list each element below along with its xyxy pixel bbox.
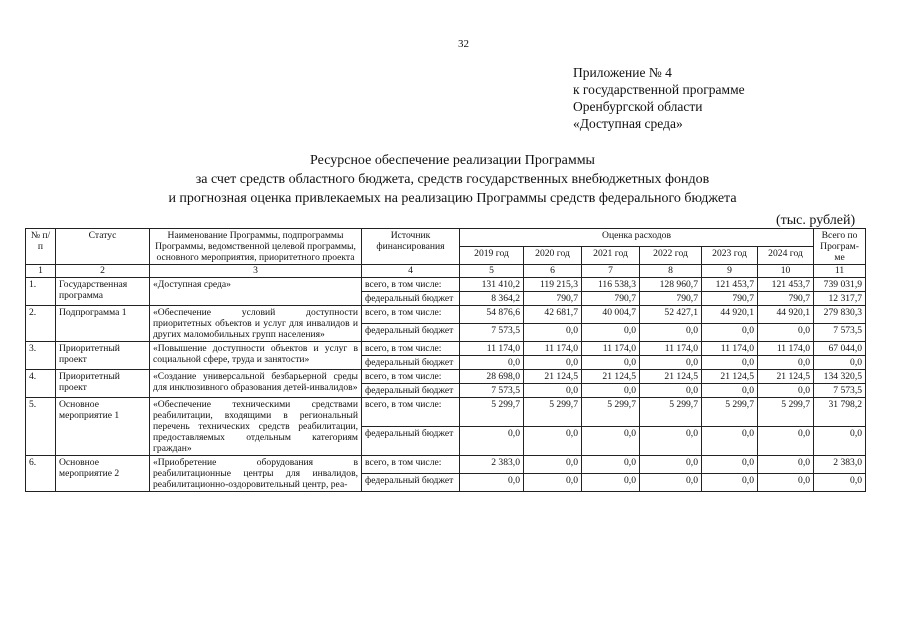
total-value: 0,0 [814,356,866,370]
year-value: 0,0 [702,427,758,456]
year-value: 0,0 [640,427,702,456]
year-value: 0,0 [640,456,702,474]
year-value: 0,0 [702,384,758,398]
table-row [26,456,866,474]
funding-source: всего, в том числе: [362,306,460,324]
document-title [0,151,905,208]
row-number: 3. [26,342,56,370]
header-total: Всего по Програм-ме [814,229,866,265]
total-value: 0,0 [814,474,866,492]
year-value: 0,0 [640,324,702,342]
year-value: 119 215,3 [524,278,582,292]
year-value: 0,0 [758,474,814,492]
year-value: 11 174,0 [524,342,582,356]
total-value: 12 317,7 [814,292,866,306]
header-status: Статус [56,229,150,265]
year-value: 0,0 [640,356,702,370]
year-value: 21 124,5 [758,370,814,384]
year-value: 790,7 [702,292,758,306]
column-number: 10 [758,265,814,278]
year-value: 0,0 [702,356,758,370]
year-value: 44 920,1 [702,306,758,324]
row-number: 5. [26,398,56,456]
row-name: «Обеспечение техническими средствами реабилитации, входящими в региональный перечень технических средств реабилитации, предоставляемых отдельным категориям граждан» [150,398,362,456]
column-number: 11 [814,265,866,278]
year-value: 5 299,7 [524,398,582,427]
appendix-line: Приложение № 4 [573,65,672,80]
year-value: 5 299,7 [702,398,758,427]
funding-source: всего, в том числе: [362,456,460,474]
row-number: 4. [26,370,56,398]
year-value: 11 174,0 [582,342,640,356]
year-value: 28 698,0 [460,370,524,384]
row-number: 1. [26,278,56,306]
funding-source: федеральный бюджет [362,427,460,456]
column-number: 2 [56,265,150,278]
row-status: Приоритетный проект [56,370,150,398]
column-number-row [26,265,866,278]
table-row [26,342,866,356]
year-value: 0,0 [582,456,640,474]
year-value: 790,7 [640,292,702,306]
year-value: 0,0 [524,456,582,474]
total-value: 7 573,5 [814,384,866,398]
page-number: 32 [458,38,469,50]
total-value: 67 044,0 [814,342,866,356]
header-num: № п/п [26,229,56,265]
year-value: 5 299,7 [640,398,702,427]
header-year: 2020 год [524,247,582,265]
funding-source: федеральный бюджет [362,474,460,492]
year-value: 0,0 [582,474,640,492]
title-line: и прогнозная оценка привлекаемых на реализацию Программы средств федерального бюджета [168,191,737,206]
year-value: 128 960,7 [640,278,702,292]
header-year: 2024 год [758,247,814,265]
year-value: 52 427,1 [640,306,702,324]
row-status: Основное мероприятие 2 [56,456,150,492]
header-year: 2019 год [460,247,524,265]
year-value: 5 299,7 [758,398,814,427]
column-number: 4 [362,265,460,278]
column-number: 7 [582,265,640,278]
year-value: 0,0 [640,384,702,398]
appendix-line: к государственной программе [573,82,745,97]
row-status: Основное мероприятие 1 [56,398,150,456]
total-value: 279 830,3 [814,306,866,324]
total-value: 134 320,5 [814,370,866,384]
year-value: 7 573,5 [460,384,524,398]
year-value: 21 124,5 [524,370,582,384]
year-value: 0,0 [702,456,758,474]
column-number: 8 [640,265,702,278]
table-row [26,398,866,427]
header-year: 2022 год [640,247,702,265]
budget-table [25,228,866,492]
row-number: 6. [26,456,56,492]
row-name: «Приобретение оборудования в реабилитационные центры для инвалидов, реабилитационно-оздоровительный центр, реа- [150,456,362,492]
year-value: 0,0 [702,324,758,342]
table-row [26,370,866,384]
funding-source: федеральный бюджет [362,292,460,306]
header-source: Источник финансирования [362,229,460,265]
funding-source: всего, в том числе: [362,342,460,356]
row-name: «Создание универсальной безбарьерной среды для инклюзивного образования детей-инвалидов» [150,370,362,398]
year-value: 790,7 [524,292,582,306]
column-number: 6 [524,265,582,278]
appendix-block [573,64,745,132]
column-number: 9 [702,265,758,278]
funding-source: федеральный бюджет [362,384,460,398]
year-value: 0,0 [524,384,582,398]
year-value: 0,0 [582,384,640,398]
row-status: Подпрограмма 1 [56,306,150,342]
year-value: 0,0 [524,427,582,456]
row-name: «Обеспечение условий доступности приоритетных объектов и услуг для инвалидов и других маломобильных групп населения» [150,306,362,342]
year-value: 0,0 [702,474,758,492]
year-value: 42 681,7 [524,306,582,324]
table-row [26,306,866,324]
header-year: 2021 год [582,247,640,265]
year-value: 0,0 [758,427,814,456]
year-value: 54 876,6 [460,306,524,324]
year-value: 121 453,7 [758,278,814,292]
row-number: 2. [26,306,56,342]
year-value: 21 124,5 [702,370,758,384]
column-number: 1 [26,265,56,278]
year-value: 21 124,5 [640,370,702,384]
year-value: 0,0 [758,384,814,398]
year-value: 21 124,5 [582,370,640,384]
total-value: 31 798,2 [814,398,866,427]
year-value: 0,0 [582,356,640,370]
year-value: 11 174,0 [460,342,524,356]
year-value: 0,0 [460,427,524,456]
total-value: 0,0 [814,427,866,456]
year-value: 5 299,7 [460,398,524,427]
row-status: Приоритетный проект [56,342,150,370]
total-value: 2 383,0 [814,456,866,474]
year-value: 0,0 [758,324,814,342]
title-line: Ресурсное обеспечение реализации Программы [310,153,595,168]
column-number: 3 [150,265,362,278]
year-value: 0,0 [582,324,640,342]
row-status: Государственная программа [56,278,150,306]
year-value: 11 174,0 [702,342,758,356]
year-value: 116 538,3 [582,278,640,292]
year-value: 121 453,7 [702,278,758,292]
units-label: (тыс. рублей) [776,213,856,228]
year-value: 0,0 [460,474,524,492]
header-estimate: Оценка расходов [460,229,814,247]
year-value: 44 920,1 [758,306,814,324]
year-value: 2 383,0 [460,456,524,474]
year-value: 0,0 [524,324,582,342]
year-value: 0,0 [640,474,702,492]
year-value: 8 364,2 [460,292,524,306]
year-value: 790,7 [582,292,640,306]
year-value: 0,0 [524,474,582,492]
funding-source: федеральный бюджет [362,356,460,370]
appendix-line: «Доступная среда» [573,116,683,131]
year-value: 40 004,7 [582,306,640,324]
year-value: 11 174,0 [758,342,814,356]
row-name: «Повышение доступности объектов и услуг в социальной сфере, труда и занятости» [150,342,362,370]
funding-source: всего, в том числе: [362,370,460,384]
funding-source: федеральный бюджет [362,324,460,342]
funding-source: всего, в том числе: [362,278,460,292]
year-value: 0,0 [460,356,524,370]
header-year: 2023 год [702,247,758,265]
year-value: 0,0 [758,456,814,474]
year-value: 131 410,2 [460,278,524,292]
year-value: 11 174,0 [640,342,702,356]
total-value: 739 031,9 [814,278,866,292]
row-name: «Доступная среда» [150,278,362,306]
funding-source: всего, в том числе: [362,398,460,427]
column-number: 5 [460,265,524,278]
total-value: 7 573,5 [814,324,866,342]
year-value: 790,7 [758,292,814,306]
year-value: 0,0 [524,356,582,370]
title-line: за счет средств областного бюджета, средств государственных внебюджетных фондов [195,172,710,187]
appendix-line: Оренбургской области [573,99,703,114]
table-body [26,278,866,492]
year-value: 0,0 [582,427,640,456]
year-value: 5 299,7 [582,398,640,427]
header-name: Наименование Программы, подпрограммы Программы, ведомственной целевой программы, основного мероприятия, приоритетного проекта [150,229,362,265]
year-value: 0,0 [758,356,814,370]
table-row [26,278,866,292]
year-value: 7 573,5 [460,324,524,342]
